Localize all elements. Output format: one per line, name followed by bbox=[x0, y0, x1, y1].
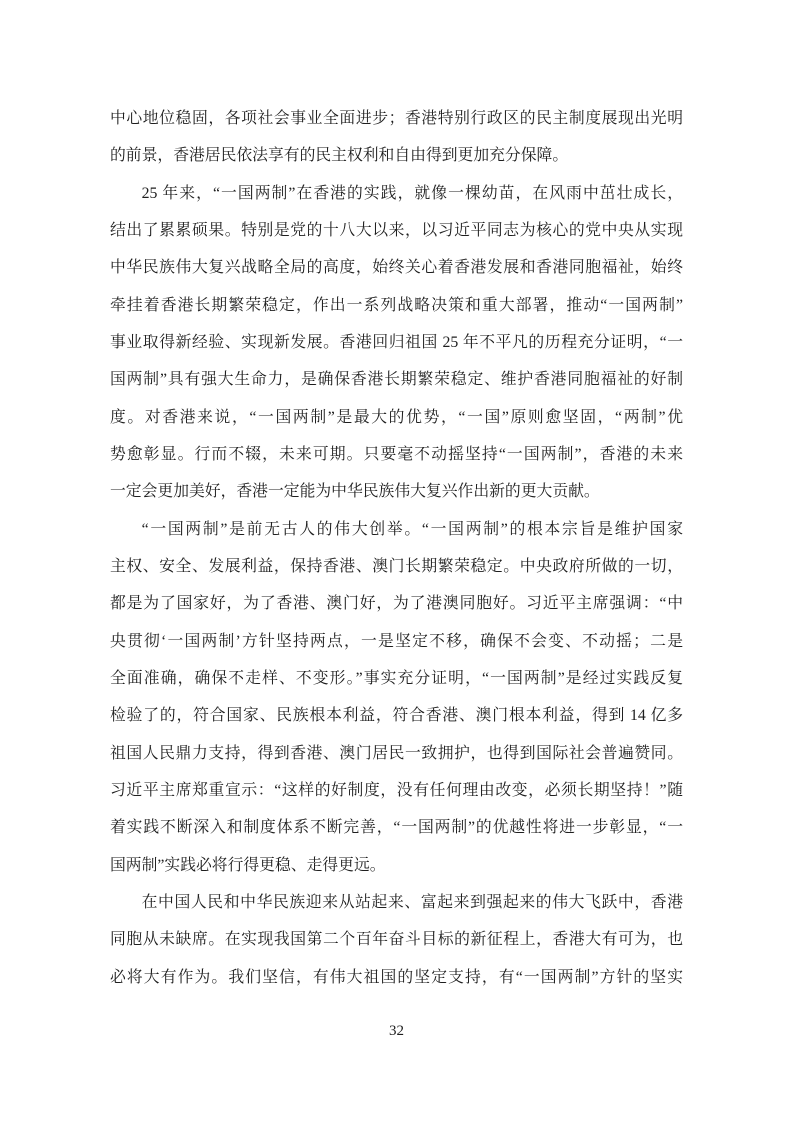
text-line: 同胞从未缺席。在实现我国第二个百年奋斗目标的新征程上，香港大有可为，也 bbox=[110, 931, 683, 949]
text-line: 主权、安全、发展利益，保持香港、澳门长期繁荣稳定。中央政府所做的一切， bbox=[110, 557, 683, 575]
text-line: 习近平主席郑重宣示：“这样的好制度，没有任何理由改变，必须长期坚持！”随 bbox=[110, 781, 683, 799]
text-line: 中心地位稳固，各项社会事业全面进步；香港特别行政区的民主制度展现出光明 bbox=[110, 110, 683, 127]
text-line: 必将大有作为。我们坚信，有伟大祖国的坚定支持，有“一国两制”方针的坚实 bbox=[110, 968, 683, 986]
text-line: 全面准确，确保不走样、不变形。”事实充分证明，“一国两制”是经过实践反复 bbox=[110, 669, 683, 687]
text-line: 的前景，香港居民依法享有的民主权利和自由得到更加充分保障。 bbox=[110, 147, 569, 165]
paragraph bbox=[110, 175, 683, 511]
text-line: 着实践不断深入和制度体系不断完善，“一国两制”的优越性将进一步彰显，“一 bbox=[110, 819, 683, 837]
text-line: 25 年来，“一国两制”在香港的实践，就像一棵幼苗，在风雨中茁壮成长， bbox=[141, 184, 683, 202]
text-line: 国两制”实践必将行得更稳、走得更远。 bbox=[110, 856, 386, 874]
text-line: 事业取得新经验、实现新发展。香港回归祖国 25 年不平凡的历程充分证明，“一 bbox=[110, 333, 683, 351]
text-line: 国两制”具有强大生命力，是确保香港长期繁荣稳定、维护香港同胞福祉的好制 bbox=[110, 371, 683, 389]
text-line: 中华民族伟大复兴战略全局的高度，始终关心着香港发展和香港同胞福祉，始终 bbox=[110, 259, 683, 277]
text-line: 结出了累累硕果。特别是党的十八大以来，以习近平同志为核心的党中央从实现 bbox=[110, 221, 683, 239]
text-line: “一国两制”是前无古人的伟大创举。“一国两制”的根本宗旨是维护国家 bbox=[141, 520, 683, 538]
paragraph bbox=[110, 511, 683, 884]
page-number: 32 bbox=[389, 1023, 404, 1039]
text-line: 都是为了国家好，为了香港、澳门好，为了港澳同胞好。习近平主席强调：“中 bbox=[110, 595, 683, 613]
paragraph bbox=[110, 884, 683, 996]
paragraph bbox=[110, 100, 683, 175]
text-line: 央贯彻‘一国两制’方针坚持两点，一是坚定不移，确保不会变、不动摇；二是 bbox=[110, 632, 683, 650]
text-line: 祖国人民鼎力支持，得到香港、澳门居民一致拥护，也得到国际社会普遍赞同。 bbox=[110, 744, 683, 762]
document-body bbox=[110, 100, 683, 996]
text-line: 在中国人民和中华民族迎来从站起来、富起来到强起来的伟大飞跃中，香港 bbox=[141, 893, 683, 911]
text-line: 检验了的，符合国家、民族根本利益，符合香港、澳门根本利益，得到 14 亿多 bbox=[110, 707, 683, 725]
text-line: 一定会更加美好，香港一定能为中华民族伟大复兴作出新的更大贡献。 bbox=[110, 483, 600, 501]
text-line: 度。对香港来说，“一国两制”是最大的优势，“一国”原则愈坚固，“两制”优 bbox=[110, 408, 683, 426]
text-line: 牵挂着香港长期繁荣稳定，作出一系列战略决策和重大部署，推动“一国两制” bbox=[110, 296, 683, 314]
text-line: 势愈彰显。行而不辍，未来可期。只要毫不动摇坚持“一国两制”，香港的未来 bbox=[110, 445, 683, 463]
